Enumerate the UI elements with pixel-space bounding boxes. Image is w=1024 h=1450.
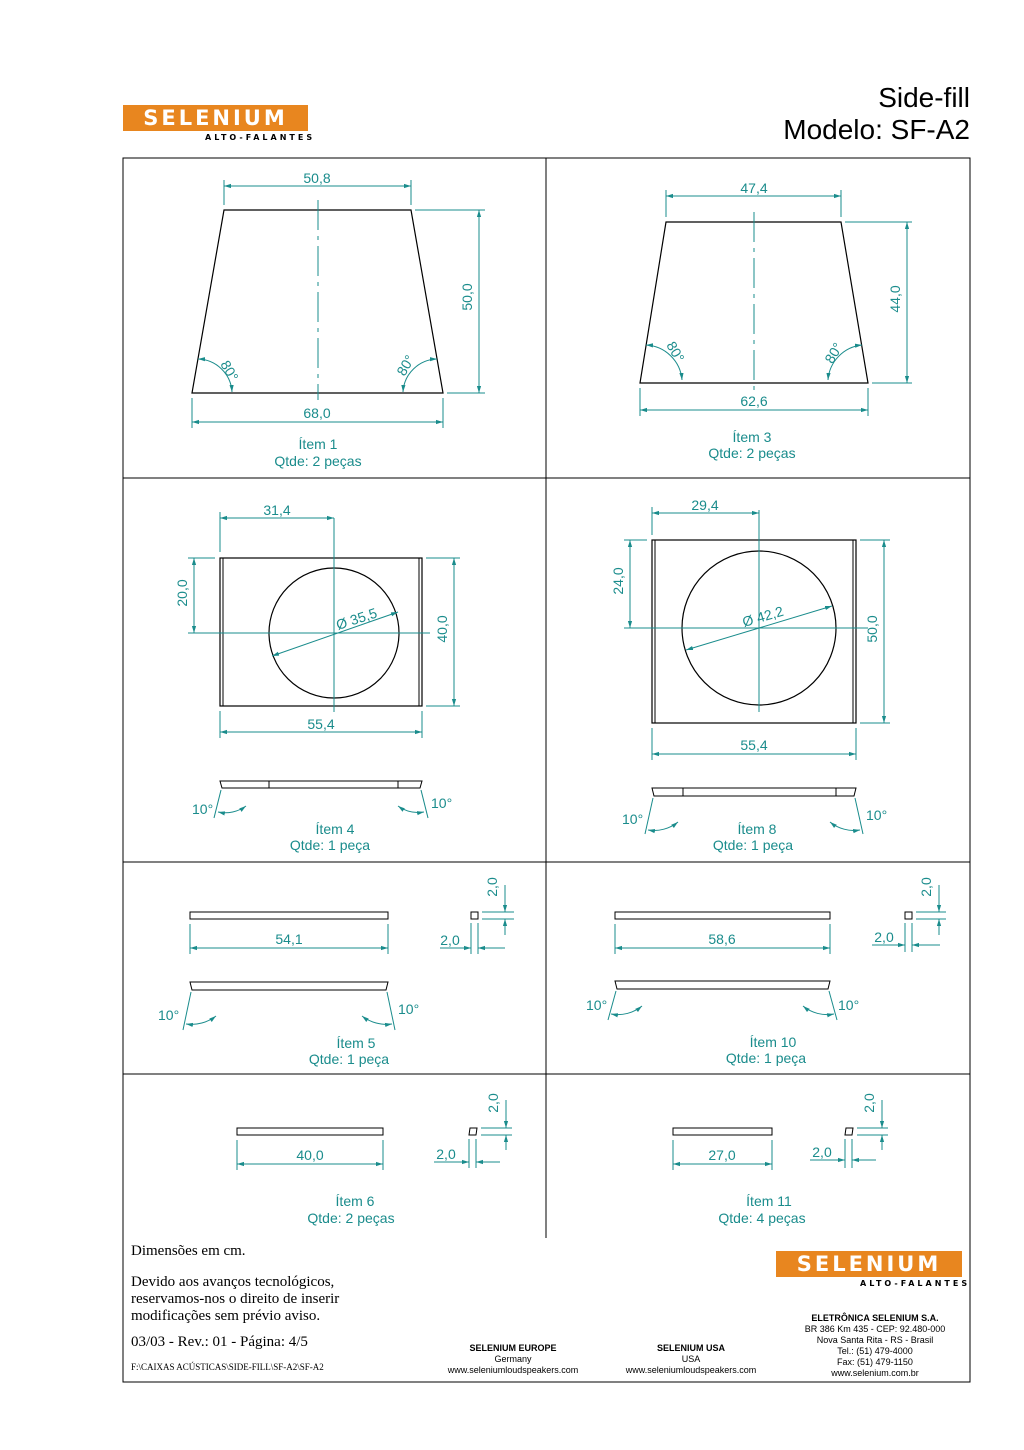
item-6-dim-length: 40,0 <box>296 1147 324 1163</box>
item-8-qty: Qtde: 1 peça <box>712 837 794 853</box>
title-line-1: Side-fill <box>878 82 970 113</box>
item-4-qty: Qtde: 1 peça <box>289 837 371 853</box>
disclaimer-line-1: Devido aos avanços tecnológicos, <box>131 1274 335 1290</box>
item-11-dim-length: 27,0 <box>708 1147 736 1163</box>
item-3-angle-right: 80° <box>821 339 846 367</box>
usa-title: SELENIUM USA <box>656 1343 725 1353</box>
item-10-qty: Qtde: 1 peça <box>725 1050 807 1066</box>
item-3-angle-left: 80° <box>663 338 688 365</box>
item-10-dim-thickness: 2,0 <box>918 877 934 897</box>
item-11-dim-thickness: 2,0 <box>861 1093 877 1113</box>
item-1-drawing <box>192 170 485 428</box>
item-3-qty: Qtde: 2 peças <box>708 445 796 461</box>
item-3-dim-top: 47,4 <box>740 180 768 196</box>
item-10-dim-length: 58,6 <box>708 931 736 947</box>
item-1-dim-top: 50,8 <box>303 170 331 186</box>
item-3-drawing <box>640 180 912 416</box>
item-8-dim-height: 50,0 <box>864 615 880 643</box>
item-8-dim-width: 55,4 <box>740 737 768 753</box>
item-1-angle-right: 80° <box>393 352 418 379</box>
item-1-dim-height: 50,0 <box>459 283 475 311</box>
company-name: ELETRÔNICA SELENIUM S.A. <box>811 1313 939 1323</box>
item-4-dim-vert-offset: 20,0 <box>174 579 190 607</box>
item-5-dim-length: 54,1 <box>275 931 303 947</box>
item-5-dim-thickness: 2,0 <box>484 877 500 897</box>
item-8-drawing <box>610 497 890 834</box>
item-1-dim-bottom: 68,0 <box>303 405 331 421</box>
item-4-angle-right: 10° <box>431 795 453 811</box>
item-10-angle-left: 10° <box>586 997 608 1013</box>
address-line-1: BR 386 Km 435 - CEP: 92.480-000 <box>804 1324 946 1334</box>
website: www.selenium.com.br <box>831 1368 919 1378</box>
item-8-angle-left: 10° <box>622 811 644 827</box>
item-4-diameter: Ø 35,5 <box>333 604 379 633</box>
disclaimer <box>131 1274 339 1325</box>
logo-subtitle-footer: ALTO-FALANTES <box>860 1279 971 1288</box>
item-5-angle-left: 10° <box>158 1007 180 1023</box>
title-line-2: Modelo: SF-A2 <box>783 114 970 145</box>
item-1-qty: Qtde: 2 peças <box>274 453 362 469</box>
usa-office <box>606 1343 776 1376</box>
item-4-angle-left: 10° <box>192 801 214 817</box>
item-5-dim-width: 2,0 <box>440 932 460 948</box>
address-line-2: Nova Santa Rita - RS - Brasil <box>816 1335 934 1345</box>
item-4-drawing <box>174 502 460 818</box>
item-5-caption: Ítem 5 <box>336 1035 376 1051</box>
drawing-frame <box>123 158 970 1382</box>
item-6-drawing <box>237 1093 512 1170</box>
item-8-diameter: Ø 42,2 <box>740 602 786 630</box>
selenium-logo-footer: SELENIUM <box>776 1251 962 1277</box>
item-10-angle-right: 10° <box>838 997 860 1013</box>
europe-office <box>428 1343 598 1376</box>
item-11-caption: Ítem 11 <box>746 1193 792 1209</box>
item-4-dim-width: 55,4 <box>307 716 335 732</box>
item-4-caption: Ítem 4 <box>315 821 355 837</box>
item-11-dim-width: 2,0 <box>812 1144 832 1160</box>
item-3-dim-bottom: 62,6 <box>740 393 768 409</box>
europe-url: www.seleniumloudspeakers.com <box>447 1365 579 1375</box>
item-6-caption: Ítem 6 <box>335 1193 375 1209</box>
item-11-qty: Qtde: 4 peças <box>718 1210 806 1226</box>
usa-url: www.seleniumloudspeakers.com <box>625 1365 757 1375</box>
logo-subtitle: ALTO-FALANTES <box>205 133 316 142</box>
usa-country: USA <box>681 1354 701 1364</box>
revision-info: 03/03 - Rev.: 01 - Página: 4/5 <box>131 1334 308 1350</box>
item-1-caption: Ítem 1 <box>298 436 338 452</box>
item-6-dim-width: 2,0 <box>436 1146 456 1162</box>
item-10-drawing <box>586 877 946 1020</box>
item-10-dim-width: 2,0 <box>874 929 894 945</box>
item-1-angle-left: 80° <box>217 357 242 384</box>
item-5-angle-right: 10° <box>398 1001 420 1017</box>
item-4-dim-offset: 31,4 <box>263 502 291 518</box>
item-8-dim-vert-offset: 24,0 <box>610 567 626 595</box>
company-address <box>790 1313 960 1379</box>
item-11-drawing <box>673 1093 888 1170</box>
item-6-qty: Qtde: 2 peças <box>307 1210 395 1226</box>
item-10-caption: Ítem 10 <box>749 1034 797 1050</box>
europe-country: Germany <box>494 1354 532 1364</box>
selenium-logo: SELENIUM <box>123 105 308 131</box>
disclaimer-line-3: modificações sem prévio aviso. <box>131 1308 321 1324</box>
item-6-dim-thickness: 2,0 <box>485 1093 501 1113</box>
item-3-dim-height: 44,0 <box>887 285 903 313</box>
item-3-caption: Ítem 3 <box>732 429 772 445</box>
item-5-drawing <box>158 877 514 1030</box>
phone: Tel.: (51) 479-4000 <box>837 1346 913 1356</box>
item-5-qty: Qtde: 1 peça <box>308 1051 390 1067</box>
europe-title: SELENIUM EUROPE <box>469 1343 557 1353</box>
disclaimer-line-2: reservamos-nos o direito de inserir <box>131 1291 340 1307</box>
fax: Fax: (51) 479-1150 <box>837 1357 913 1367</box>
file-path: F:\CAIXAS ACÚSTICAS\SIDE-FILL\SF-A2\SF-A2 <box>131 1362 324 1372</box>
item-8-caption: Ítem 8 <box>737 821 777 837</box>
units-note: Dimensões em cm. <box>131 1243 246 1259</box>
item-8-dim-offset: 29,4 <box>691 497 719 513</box>
item-8-angle-right: 10° <box>866 807 888 823</box>
item-4-dim-height: 40,0 <box>434 615 450 643</box>
